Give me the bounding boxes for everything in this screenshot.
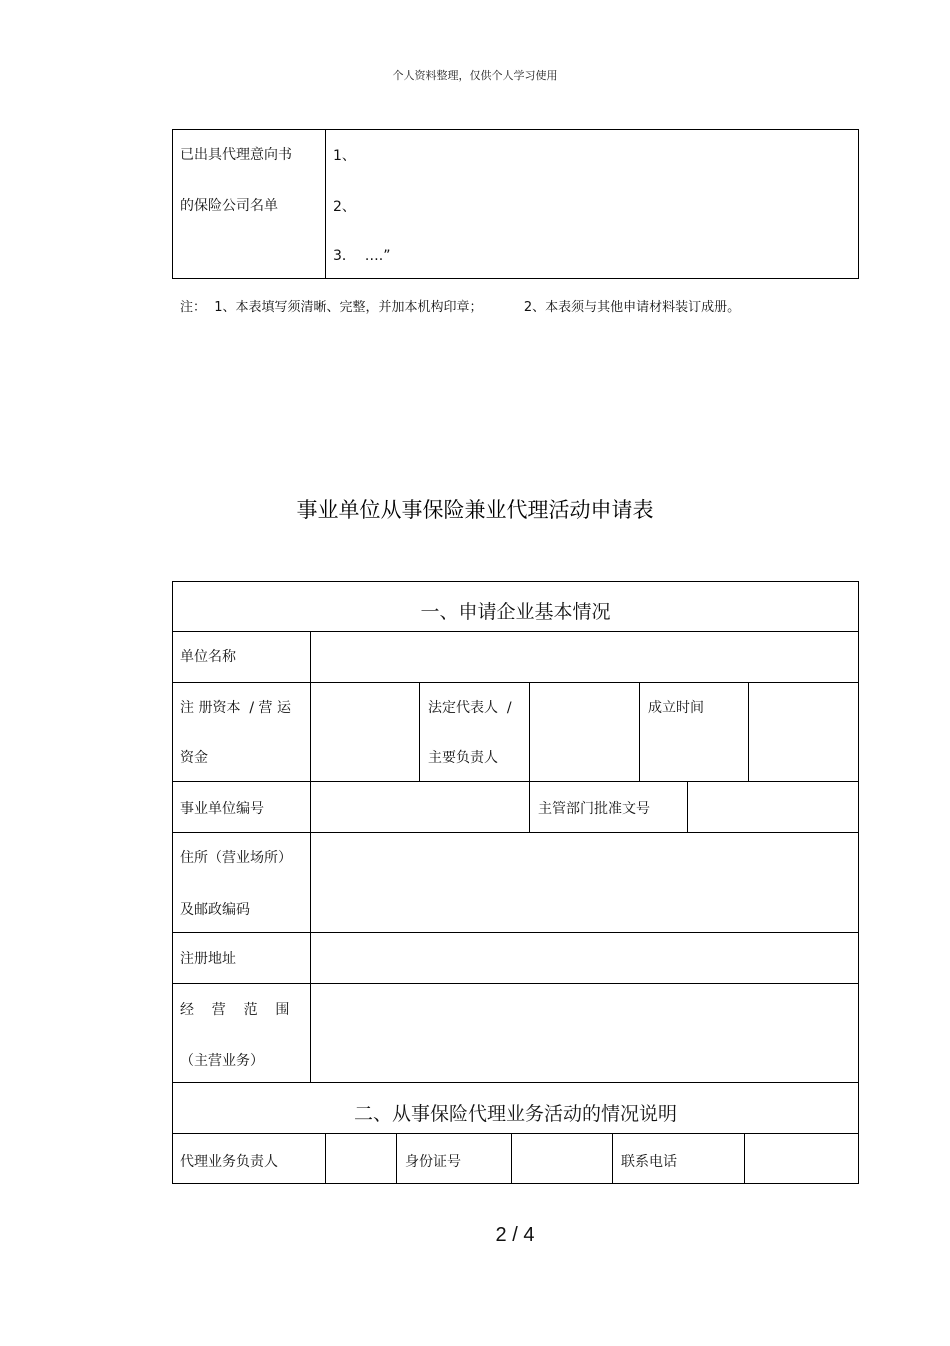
business-scope-label-line2: （主营业务） <box>180 1053 264 1069</box>
registered-address-label: 注册地址 <box>180 951 236 967</box>
agent-head-label: 代理业务负责人 <box>180 1154 278 1170</box>
phone-label: 联系电话 <box>621 1154 677 1170</box>
id-number-label: 身份证号 <box>405 1154 461 1170</box>
address-label-line1: 住所（营业场所） <box>180 850 292 866</box>
form-title: 事业单位从事保险兼业代理活动申请表 <box>296 498 654 522</box>
page-number: 2 / 4 <box>495 1224 535 1246</box>
founded-date-label: 成立时间 <box>648 700 704 716</box>
business-scope-label-line1: 经 营 范 围 <box>180 1002 290 1018</box>
insurer-list-label-line2: 的保险公司名单 <box>180 198 278 214</box>
capital-label-line1: 注 册资本 / 营 运 <box>180 700 291 716</box>
unit-name-label: 单位名称 <box>180 649 236 665</box>
footnote: 注： 1、本表填写须清晰、完整，并加本机构印章； 2、本表须与其他申请材料装订成册。 <box>180 300 741 315</box>
address-label-line2: 及邮政编码 <box>180 902 250 918</box>
header-note: 个人资料整理，仅供个人学习使用 <box>392 69 558 82</box>
approval-number-label: 主管部门批准文号 <box>538 801 650 817</box>
legal-rep-label-line1: 法定代表人 / <box>428 700 512 716</box>
unit-number-label: 事业单位编号 <box>180 801 264 817</box>
insurer-list-item-3: 3． ….” <box>333 248 391 264</box>
section-agency-activity-heading: 二、从事保险代理业务活动的情况说明 <box>353 1103 677 1125</box>
insurer-list-label-line1: 已出具代理意向书 <box>180 147 292 163</box>
section-basic-info-heading: 一、申请企业基本情况 <box>420 601 611 623</box>
insurer-list-item-1: 1、 <box>333 148 356 164</box>
legal-rep-label-line2: 主要负责人 <box>428 750 498 766</box>
insurer-list-item-2: 2、 <box>333 199 356 215</box>
capital-label-line2: 资金 <box>180 750 208 766</box>
